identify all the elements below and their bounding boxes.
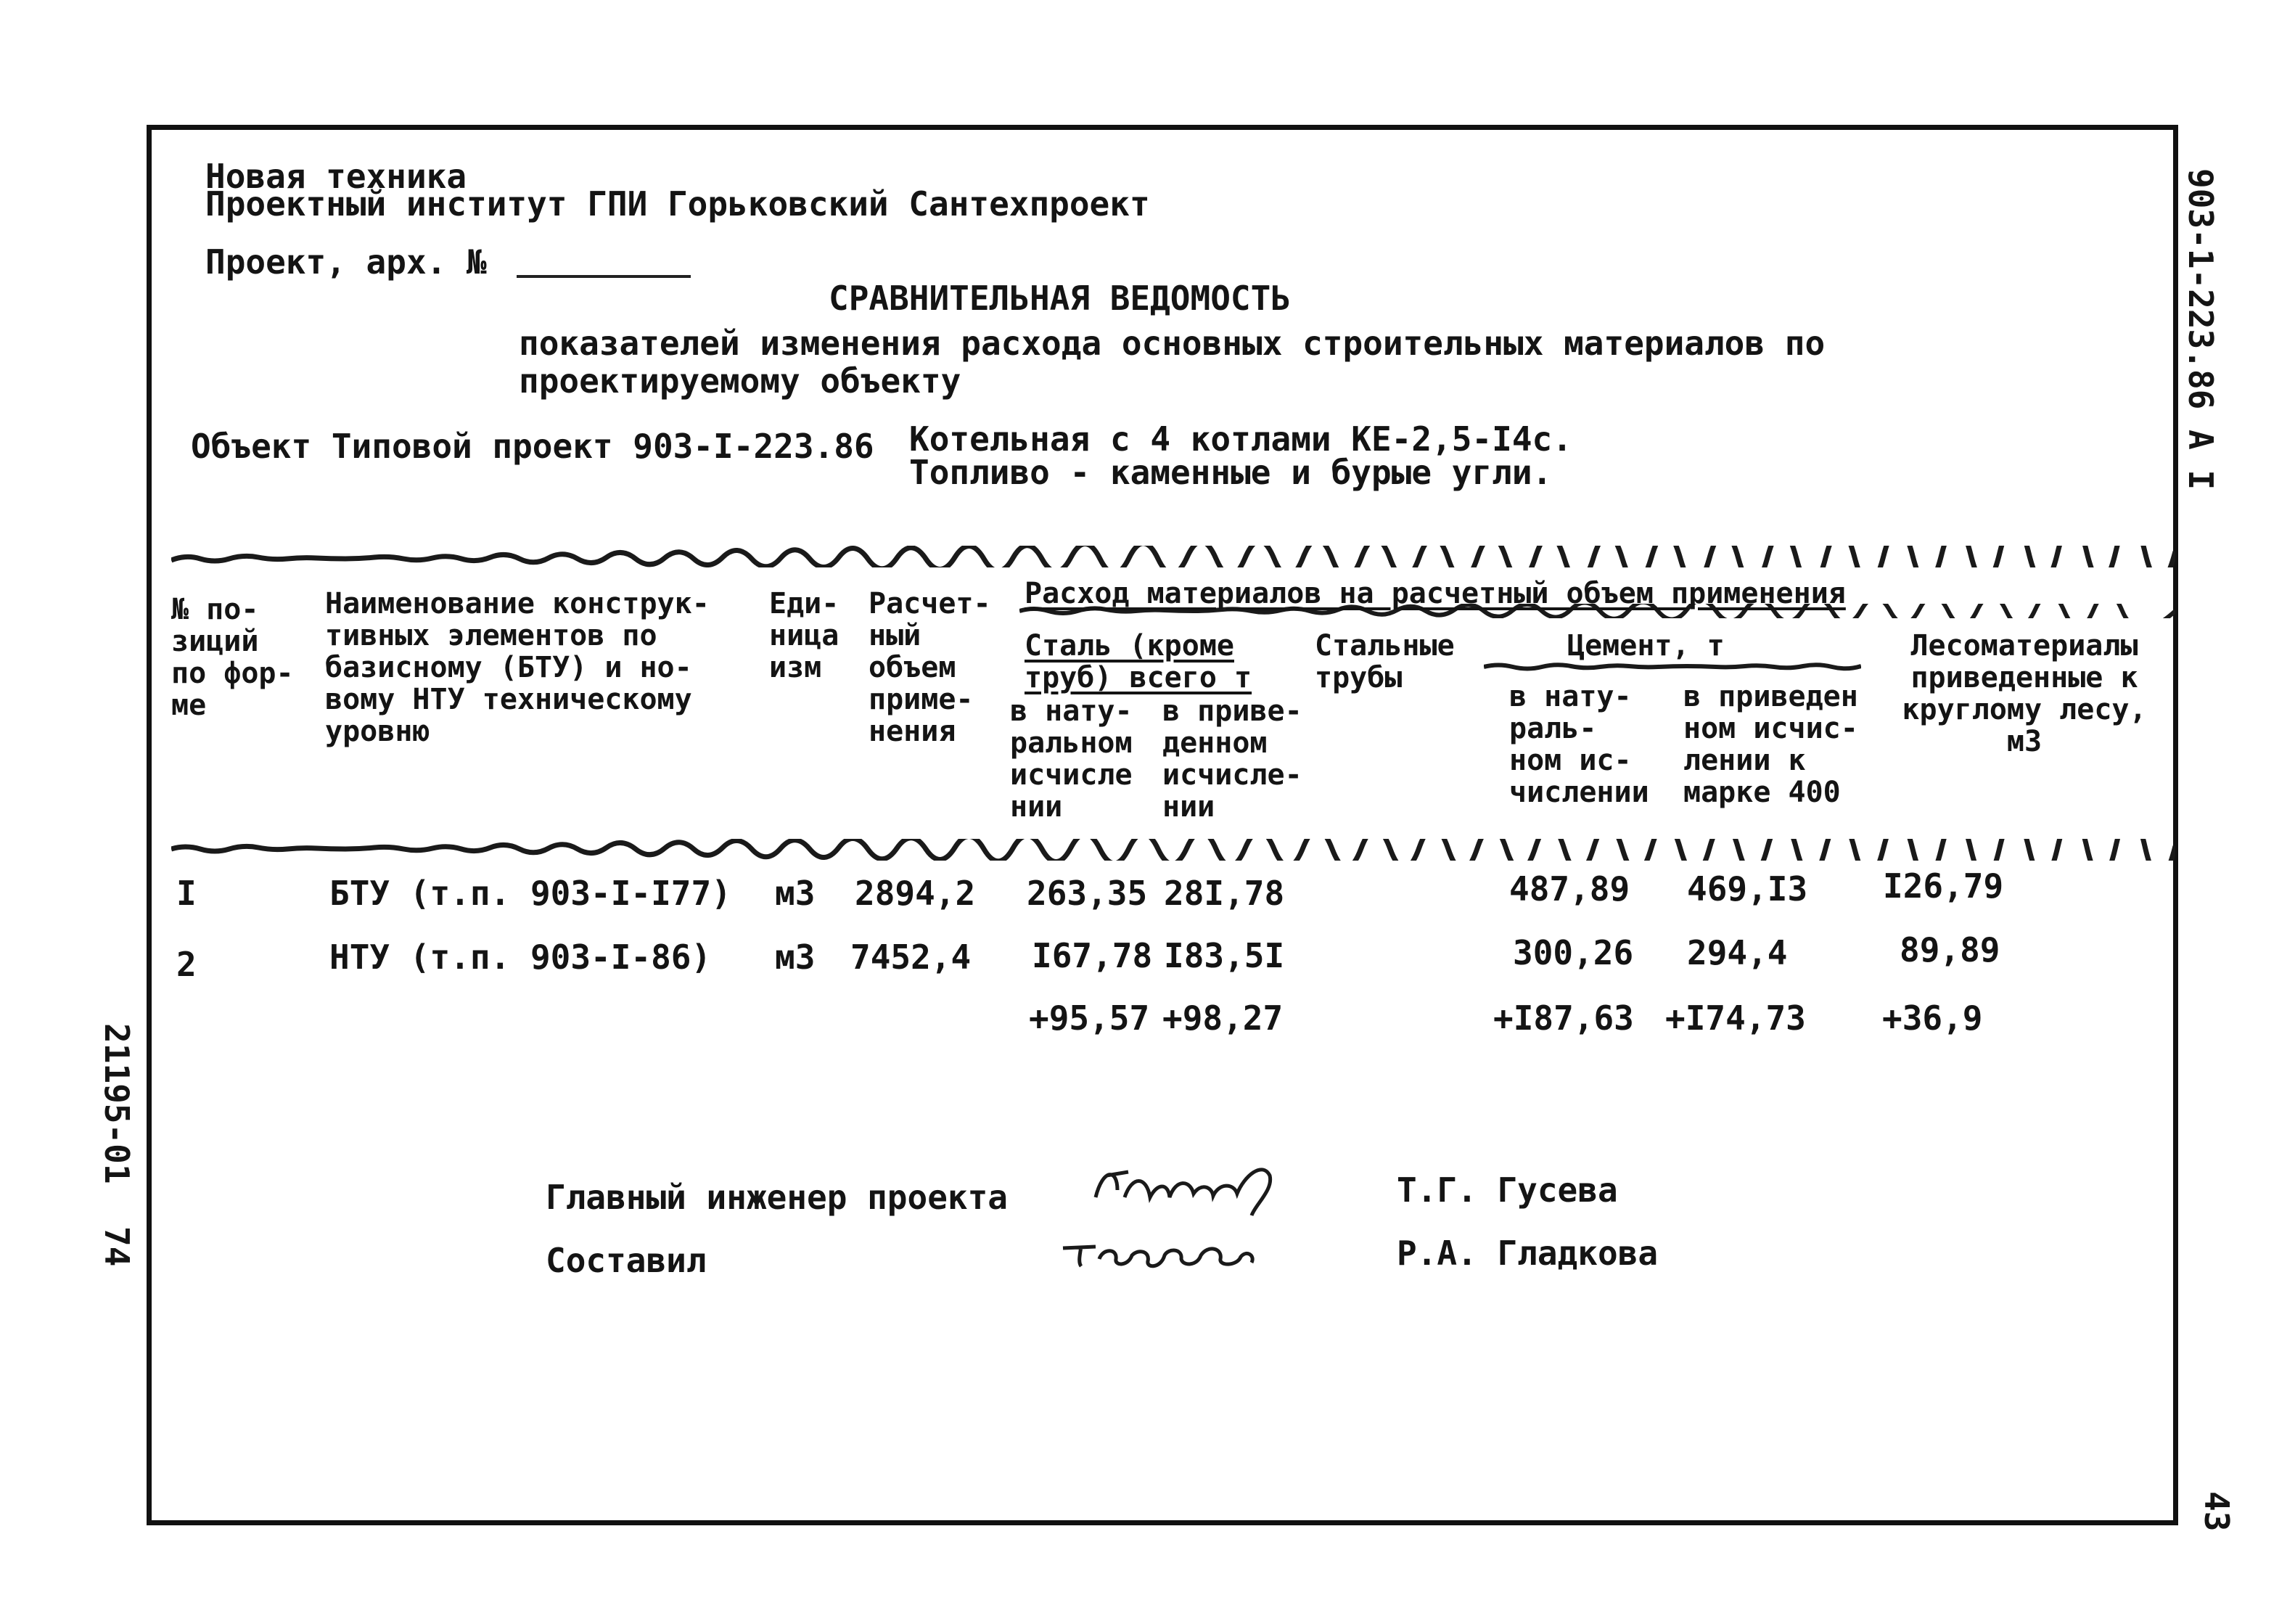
col-header-position-text: № по- зиций по фор- ме xyxy=(171,593,294,722)
col-group-title xyxy=(1025,578,1846,610)
table-cell-unit: м3 xyxy=(775,874,816,913)
col-header-wood-text: Лесоматериалы приведенные к круглому лесу, м3 xyxy=(1902,629,2147,758)
table-cell-steel-natural: I67,78 xyxy=(1032,936,1153,975)
col-header-name-text: Наименование конструк- тивных элементов по базисному (БТУ) и но- вому НТУ техническому уровню xyxy=(325,587,710,748)
col-header-steel-natural-text: в нату- ральном исчисле нии xyxy=(1010,694,1133,824)
table-cell-steel-reduced: I83,5I xyxy=(1164,936,1285,975)
document-title: СРАВНИТЕЛЬНАЯ ВЕДОМОСТЬ xyxy=(829,279,1291,318)
col-group-title-text: Расход материалов на расчетный объем применения xyxy=(1025,577,1846,610)
table-cell-cement-natural: 487,89 xyxy=(1509,869,1630,909)
margin-note-project-code: 903-1-223.86 А I xyxy=(2181,168,2220,491)
margin-note-page-number: 43 xyxy=(2197,1491,2236,1532)
col-header-steel-reduced xyxy=(1162,695,1322,823)
document-subtitle-1: показателей изменения расхода основных строительных материалов по xyxy=(519,324,1826,363)
header-line-2: Проектный институт ГПИ Горьковский Сантехпроект xyxy=(205,184,1150,223)
col-header-cement-natural-text: в нату- раль- ном ис- числении xyxy=(1509,680,1649,809)
signature-name-compiler: Р.А. Гладкова xyxy=(1397,1234,1659,1273)
table-cell-volume: 7452,4 xyxy=(850,938,972,977)
col-header-pipes-text: Стальные трубы xyxy=(1315,629,1455,694)
table-cell-steel-reduced: 28I,78 xyxy=(1164,874,1285,913)
table-cell-volume: 2894,2 xyxy=(855,874,976,913)
table-cell-wood: 89,89 xyxy=(1900,930,2000,969)
project-archive-blank xyxy=(517,275,691,278)
col-header-volume-text: Расчет- ный объем приме- нения xyxy=(869,587,991,748)
table-cell-pos: I xyxy=(176,874,197,913)
col-header-steel-reduced-text: в приве- денном исчисле- нии xyxy=(1162,694,1302,824)
table-top-rule xyxy=(171,546,2175,567)
project-archive-prefix: Проект, арх. № xyxy=(205,242,487,282)
signature-role-compiler: Составил xyxy=(546,1241,707,1280)
table-cell-pos: 2 xyxy=(176,945,197,984)
col-header-steel xyxy=(1025,630,1300,694)
table-cell-cement-reduced: 469,I3 xyxy=(1687,869,1808,909)
document-subtitle-2: проектируемому объекту xyxy=(519,361,961,401)
col-header-wood xyxy=(1879,630,2169,758)
signature-role-chief-engineer: Главный инженер проекта xyxy=(546,1178,1008,1217)
margin-note-archive-code: 21195-01 xyxy=(97,1023,136,1184)
margin-note-sheet-number: 74 xyxy=(97,1226,136,1267)
col-header-volume xyxy=(869,588,1014,747)
table-cell-cement-natural: 300,26 xyxy=(1513,933,1634,972)
col-header-cement-reduced xyxy=(1683,681,1887,808)
table-cell-name: НТУ (т.п. 903-I-86) xyxy=(329,938,712,977)
table-cell-steel-natural: 263,35 xyxy=(1027,874,1148,913)
table-cell-unit: м3 xyxy=(775,938,816,977)
table-cell-steel-natural-diff: +95,57 xyxy=(1029,998,1150,1038)
table-cell-cement-reduced: 294,4 xyxy=(1687,933,1788,972)
col-header-unit xyxy=(769,588,863,684)
col-header-name xyxy=(325,588,768,747)
col-header-unit-text: Еди- ница изм xyxy=(769,587,839,684)
signature-mark-compiler xyxy=(1059,1226,1277,1277)
col-header-steel-text: Сталь (кроме труб) всего т xyxy=(1025,629,1252,694)
signature-mark-chief-engineer xyxy=(1088,1154,1306,1219)
table-cell-cement-reduced-diff: +I74,73 xyxy=(1665,998,1806,1038)
table-header-bottom-rule xyxy=(171,839,2175,861)
table-cell-cement-natural-diff: +I87,63 xyxy=(1493,998,1634,1038)
col-header-position xyxy=(171,594,295,721)
col-header-cement xyxy=(1567,630,1725,662)
col-header-steel-natural xyxy=(1010,695,1162,823)
object-description-2: Топливо - каменные и бурые угли. xyxy=(909,453,1553,492)
table-cell-steel-reduced-diff: +98,27 xyxy=(1162,998,1284,1038)
signature-name-chief-engineer: Т.Г. Гусева xyxy=(1397,1170,1618,1210)
col-header-cement-text: Цемент, т xyxy=(1567,629,1725,663)
col-header-pipes xyxy=(1315,630,1482,694)
object-label: Объект Типовой проект 903-I-223.86 xyxy=(191,427,874,466)
object-description-1: Котельная с 4 котлами КЕ-2,5-I4с. xyxy=(909,419,1572,459)
project-archive-label xyxy=(205,244,691,280)
table-cell-wood-diff: +36,9 xyxy=(1882,998,1983,1038)
col-header-cement-reduced-text: в приведен ном исчис- лении к марке 400 xyxy=(1683,680,1858,809)
table-cell-wood: I26,79 xyxy=(1883,866,2004,906)
table-cell-name: БТУ (т.п. 903-I-I77) xyxy=(329,874,731,913)
header-line-1: Новая техника xyxy=(205,157,467,196)
col-header-cement-natural xyxy=(1509,681,1676,808)
